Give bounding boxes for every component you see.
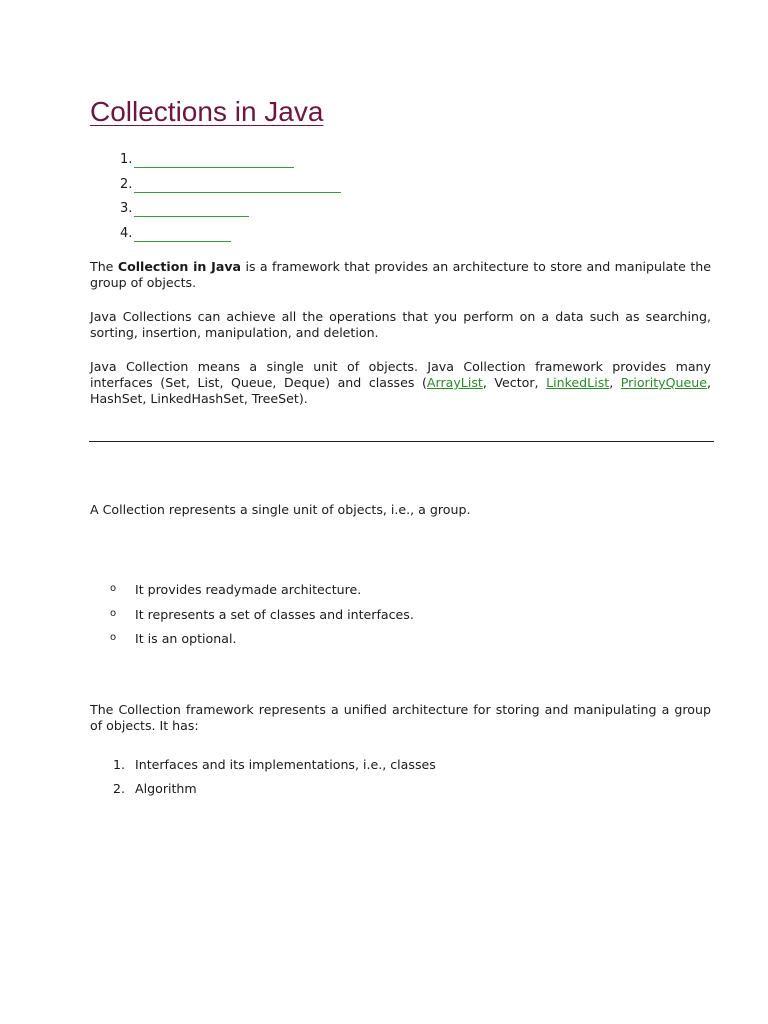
list-item (110, 607, 414, 632)
toc-number: 3. (120, 201, 133, 216)
framework-definition: The Collection framework represents a unified architecture for storing and manipulating a group of objects. It has: (90, 702, 711, 733)
circle-bullet-icon: o (110, 583, 117, 594)
text-run: The (90, 259, 118, 274)
collection-bullet-list (110, 582, 414, 656)
table-of-contents (120, 152, 341, 250)
toc-link-blank[interactable] (134, 177, 341, 193)
list-item (113, 781, 436, 805)
circle-bullet-icon: o (110, 632, 117, 643)
list-item-text: Interfaces and its implementations, i.e., classes (135, 757, 436, 772)
list-item-text: It is an optional. (135, 631, 237, 646)
list-item (110, 631, 414, 656)
text-run: , (609, 375, 621, 390)
text-run: , HashSet, LinkedHashSet, TreeSet). (90, 375, 711, 406)
text-run: Java Collection means a single unit of objects. Java Collection framework provides many interfaces (Set, List, Queue, Deque) and classes ( (90, 359, 711, 390)
toc-item[interactable] (120, 152, 341, 177)
list-item-text: Algorithm (135, 780, 197, 796)
horizontal-divider (89, 441, 714, 442)
list-item-text: It represents a set of classes and interfaces. (135, 606, 414, 622)
priorityqueue-link[interactable]: PriorityQueue (620, 375, 707, 390)
circle-bullet-icon: o (110, 607, 117, 619)
toc-link-blank[interactable] (134, 152, 294, 168)
intro-paragraph-2: Java Collections can achieve all the operations that you perform on a data such as searching, sorting, insertion, manipulation, and deletion. (90, 309, 711, 340)
list-number: 1. (113, 757, 126, 772)
toc-link-blank[interactable] (134, 201, 249, 217)
list-item-text: It provides readymade architecture. (135, 582, 362, 597)
list-number: 2. (113, 780, 126, 796)
toc-item[interactable] (120, 177, 341, 202)
text-run: , Vector, (482, 375, 547, 390)
framework-numbered-list (113, 757, 436, 804)
text-run: is a framework that provides an architecture to store and manipulate the group of objects. (90, 259, 711, 290)
collection-definition: A Collection represents a single unit of objects, i.e., a group. (90, 502, 471, 517)
toc-item[interactable] (120, 201, 341, 226)
toc-number: 4. (120, 225, 133, 241)
arraylist-link[interactable]: ArrayList (426, 375, 483, 390)
toc-item[interactable] (120, 226, 341, 251)
list-item (110, 582, 414, 607)
linkedlist-link[interactable]: LinkedList (546, 375, 610, 390)
toc-link-blank[interactable] (134, 226, 231, 242)
intro-paragraph-3 (90, 359, 711, 407)
toc-number: 1. (120, 152, 133, 167)
intro-paragraph-1 (90, 259, 711, 291)
toc-number: 2. (120, 176, 133, 192)
page-title: Collections in Java (90, 96, 324, 127)
bold-term: Collection in Java (117, 259, 242, 274)
list-item (113, 757, 436, 781)
